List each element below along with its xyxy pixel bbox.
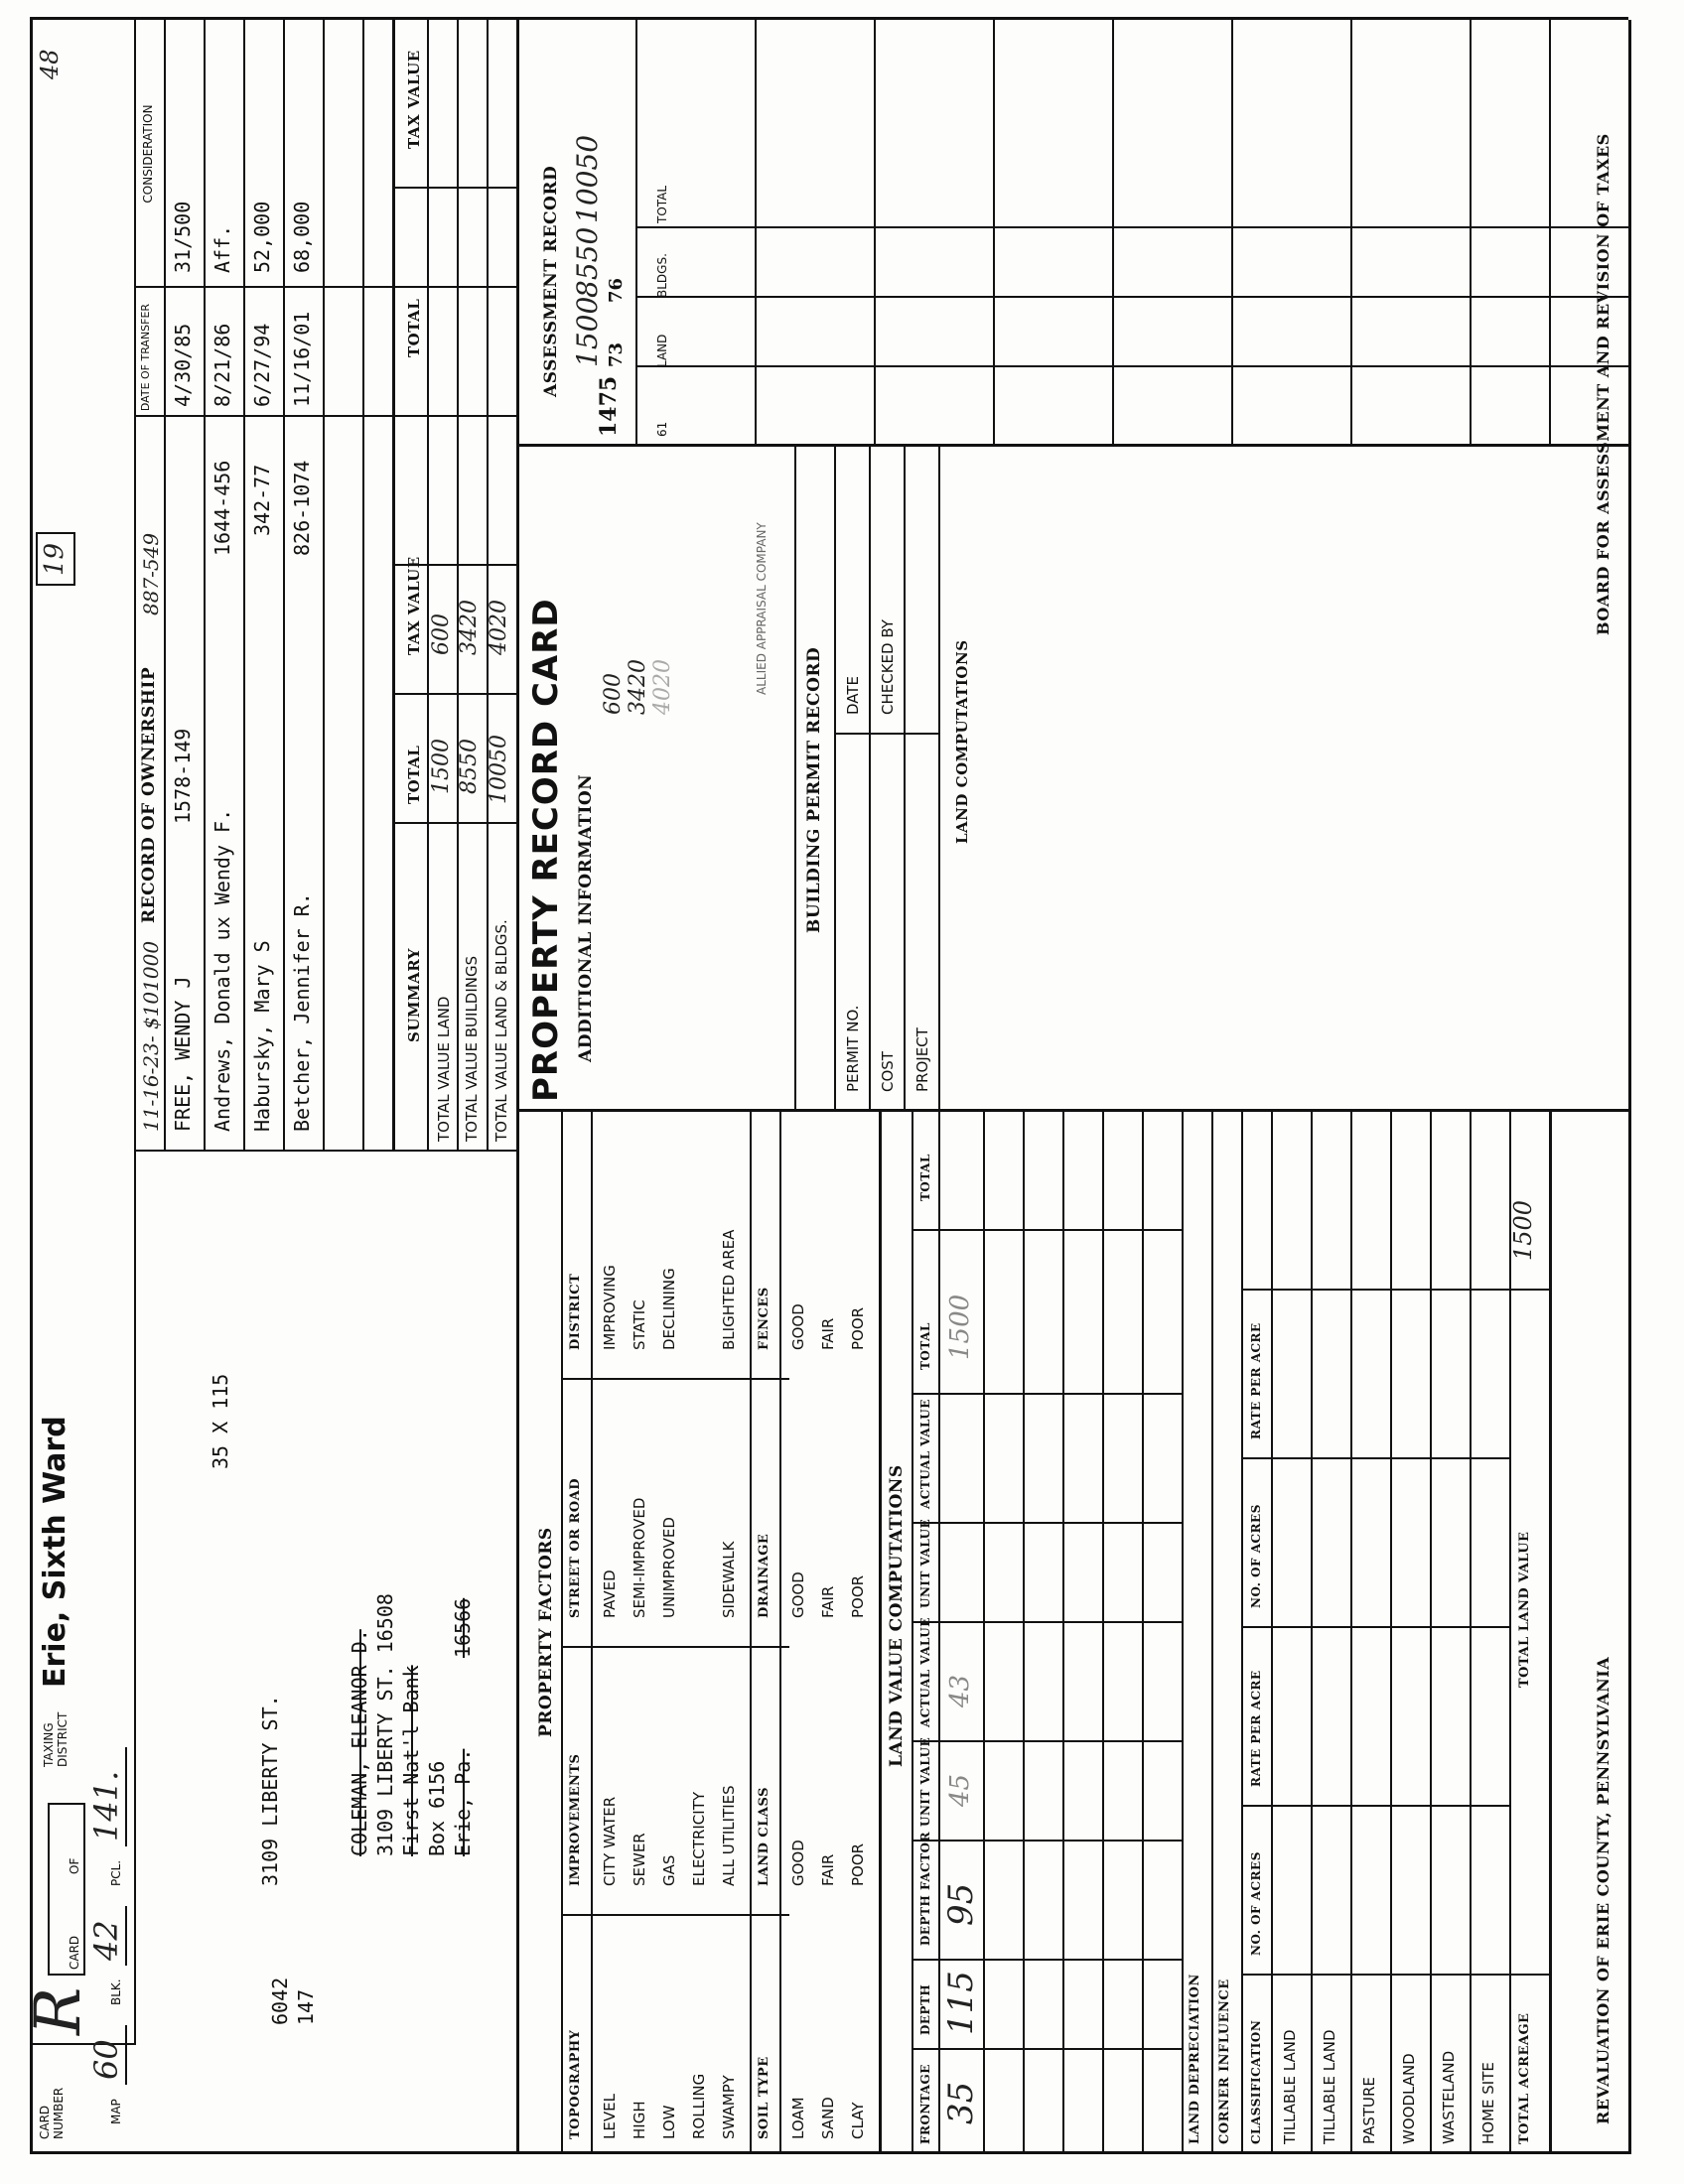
assessment-stamp: 73 — [606, 341, 627, 367]
pcl-label: PCL. — [109, 1859, 123, 1886]
blk-underline — [125, 1906, 127, 1966]
assessment-rule — [993, 20, 995, 447]
assessment-value: 1500 — [571, 296, 604, 367]
acreage-col: RATE PER ACRE — [1249, 1322, 1263, 1439]
assessment-label: BLDGS. — [655, 253, 669, 298]
summary-label: TOTAL VALUE LAND — [435, 996, 453, 1142]
blk-value: 42 — [87, 1920, 125, 1961]
summary-col-rule — [392, 187, 516, 189]
owner-line: 16566 — [451, 1597, 475, 1658]
assessment-rule — [1231, 20, 1233, 447]
parcel-code-2: 147 — [294, 1988, 318, 2025]
assessment-col-rule — [635, 226, 1628, 228]
lv-col-rule — [912, 1229, 1182, 1231]
drainage-item: POOR — [849, 1574, 867, 1618]
pcl-value: 141. — [87, 1770, 125, 1842]
land-value-rule — [1509, 1112, 1511, 2154]
summary-col-tax-2: TAX VALUE — [405, 50, 423, 149]
lv-col-rule — [912, 1840, 1182, 1842]
topography-item: HIGH — [631, 2101, 648, 2139]
summary-tax: 3420 — [457, 600, 482, 655]
parcel-address: 3109 LIBERTY ST. — [258, 1695, 282, 1886]
summary-label: TOTAL VALUE BUILDINGS — [463, 955, 481, 1142]
lv-frontage: 35 — [941, 2081, 981, 2124]
land-value-rule — [1390, 1112, 1392, 2154]
col-consideration: CONSIDERATION — [141, 104, 155, 204]
ownership-handwritten-ref: 887-549 — [139, 532, 163, 615]
land-value-rule — [912, 1112, 913, 2154]
blk-label: BLK. — [109, 1979, 123, 2005]
permit-rule — [938, 447, 940, 1112]
row-rule — [362, 20, 364, 1152]
ownership-deed: 1644-456 — [210, 460, 234, 556]
land-value-title: LAND VALUE COMPUTATIONS — [887, 1464, 907, 1767]
district-item: STATIC — [631, 1299, 648, 1350]
land-value-rule — [1311, 1112, 1313, 2154]
lv-col: UNIT VALUE — [918, 1736, 932, 1827]
assessment-label: TOTAL — [655, 185, 669, 223]
drainage-item: FAIR — [819, 1585, 837, 1618]
acreage-col-rule — [1241, 1289, 1549, 1291]
permit-date-label: DATE — [844, 675, 862, 715]
land-value-rule — [1350, 1112, 1352, 2154]
factors-col-rule — [561, 1646, 789, 1648]
lv-col: TOTAL — [918, 1322, 932, 1370]
lv-total: 1500 — [945, 1294, 975, 1360]
summary-col-total: TOTAL — [405, 745, 423, 804]
land-value-rule — [1102, 1112, 1104, 2154]
header-rule — [134, 20, 136, 2045]
assessment-rule — [1549, 20, 1551, 447]
acreage-col-rule — [1241, 1457, 1509, 1459]
frame-right — [30, 17, 1628, 20]
drainage-item: GOOD — [789, 1571, 807, 1618]
permit-no-label: PERMIT NO. — [844, 1005, 862, 1092]
land-class-item: FAIR — [819, 1853, 837, 1886]
factors-col-rule — [561, 1914, 789, 1916]
permit-rule — [834, 447, 836, 1112]
ownership-left-rule — [134, 1150, 516, 1152]
taxing-district-label: TAXING DISTRICT — [42, 1711, 70, 1767]
factors-rule — [779, 1112, 781, 2154]
lv-unit-value: 45 — [945, 1773, 975, 1807]
boxed-number — [36, 532, 75, 586]
soil-item: LOAM — [789, 2097, 807, 2139]
lv-depth: 115 — [941, 1971, 981, 2035]
ownership-owner: Habursky, Mary S — [250, 940, 274, 1132]
pcl-underline — [125, 1747, 127, 1846]
ownership-header-rule — [164, 20, 166, 1152]
ownership-date: 4/30/85 — [171, 323, 195, 407]
taxing-district: Erie, Sixth Ward — [38, 1416, 72, 1688]
improvements-header: IMPROVEMENTS — [568, 1753, 583, 1886]
ownership-date: 11/16/01 — [290, 311, 314, 407]
ownership-consideration: 68,000 — [290, 201, 314, 273]
additional-hand: 4020 — [650, 659, 675, 715]
summary-col-tax: TAX VALUE — [405, 556, 423, 655]
land-value-rule — [1271, 1112, 1273, 2154]
street-item: SIDEWALK — [720, 1541, 738, 1618]
summary-rule — [487, 20, 489, 1152]
assessment-year-mark: 61 — [655, 421, 669, 437]
permit-top-rule — [794, 447, 796, 1112]
map-underline — [125, 2025, 127, 2085]
lv-actual-value: 43 — [945, 1674, 975, 1707]
drainage-header: DRAINAGE — [757, 1533, 772, 1618]
ownership-owner: Andrews, Donald ux Wendy F. — [210, 808, 234, 1132]
permit-cost-label: COST — [879, 1051, 897, 1092]
assessment-rule — [755, 20, 757, 447]
lv-col-rule — [912, 1621, 1182, 1623]
additional-title: ADDITIONAL INFORMATION — [576, 773, 596, 1062]
permit-project-label: PROJECT — [913, 1027, 931, 1092]
district-header: DISTRICT — [568, 1273, 583, 1350]
summary-tax: 600 — [429, 614, 454, 655]
summary-rule — [457, 20, 459, 1152]
map-label: MAP — [109, 2099, 123, 2124]
corner-influence: CORNER INFLUENCE — [1217, 1979, 1232, 2144]
classification-item: HOME SITE — [1479, 2062, 1497, 2144]
land-class-item: GOOD — [789, 1840, 807, 1886]
col-date-of-transfer: DATE OF TRANSFER — [139, 303, 152, 412]
lv-col-rule — [912, 1522, 1182, 1524]
land-value-rule — [1062, 1112, 1064, 2154]
street-item: UNIMPROVED — [660, 1517, 678, 1618]
row-rule — [204, 20, 206, 1152]
owner-line: Erie, Pa. — [451, 1748, 475, 1856]
summary-col-total-2: TOTAL — [405, 298, 423, 357]
summary-tax: 4020 — [487, 600, 511, 655]
frame-bottom — [1628, 20, 1631, 2154]
ownership-deed: 342-77 — [250, 464, 274, 536]
acreage-col-rule — [1241, 1805, 1509, 1807]
col-rule — [134, 286, 516, 288]
land-value-rule — [1023, 1112, 1025, 2154]
land-value-rule — [1430, 1112, 1432, 2154]
row-rule — [283, 20, 285, 1152]
additional-hand: 3420 — [626, 659, 650, 715]
permit-col-rule — [834, 733, 938, 735]
card-title: PROPERTY RECORD CARD — [526, 598, 566, 1102]
land-class-item: POOR — [849, 1843, 867, 1886]
classification-item: WASTELAND — [1440, 2050, 1458, 2144]
soil-header: SOIL TYPE — [757, 2056, 772, 2139]
land-value-rule — [1182, 1112, 1184, 2154]
lv-col: DEPTH FACTOR — [918, 1831, 932, 1946]
summary-label: TOTAL VALUE LAND & BLDGS. — [492, 919, 510, 1142]
additional-hand: 600 — [601, 673, 626, 715]
frame-left — [30, 2151, 1628, 2154]
parcel-code-1: 6042 — [268, 1977, 292, 2025]
acreage-col: NO. OF ACRES — [1249, 1851, 1263, 1956]
permit-title: BUILDING PERMIT RECORD — [804, 646, 824, 933]
fences-item: POOR — [849, 1306, 867, 1350]
summary-col-rule — [392, 693, 516, 695]
factors-right-rule — [516, 1109, 1628, 1112]
topography-item: LOW — [660, 2105, 678, 2139]
topography-item: SWAMPY — [720, 2075, 738, 2139]
of-label: OF — [68, 1857, 81, 1874]
row-rule — [243, 20, 245, 1152]
summary-col-rule — [392, 564, 516, 566]
ownership-handwritten-prefix: 11-16-23- $101000 — [139, 940, 163, 1132]
lv-col: ACTUAL VALUE — [918, 1399, 932, 1509]
fences-item: FAIR — [819, 1317, 837, 1350]
permit-rule — [869, 447, 871, 1112]
land-value-rule — [1241, 1112, 1243, 2154]
footer-right: BOARD FOR ASSESSMENT AND REVISION OF TAXES — [1594, 133, 1613, 635]
street-header: STREET OR ROAD — [568, 1477, 583, 1618]
fences-header: FENCES — [757, 1287, 772, 1350]
permit-checked-label: CHECKED BY — [879, 619, 897, 715]
land-value-rule — [1470, 1112, 1472, 2154]
street-item: PAVED — [601, 1570, 619, 1618]
acreage-col: RATE PER ACRE — [1249, 1670, 1263, 1787]
topography-item: ROLLING — [690, 2073, 708, 2139]
improvements-item: SEWER — [631, 1833, 648, 1886]
ownership-owner: Betcher, Jennifer R. — [290, 892, 314, 1132]
ownership-consideration: Aff. — [210, 224, 234, 273]
summary-col-rule — [392, 822, 516, 824]
factors-col-rule — [561, 1378, 789, 1380]
improvements-item: ALL UTILITIES — [720, 1785, 738, 1886]
land-value-bottom-rule — [1549, 1112, 1552, 2154]
card-letter: R — [22, 1986, 95, 2035]
ownership-consideration: 31/500 — [171, 201, 195, 273]
owner-line: Box 6156 — [425, 1760, 449, 1856]
boxed-number-value: 19 — [40, 542, 70, 576]
ownership-date: 6/27/94 — [250, 323, 274, 407]
assessment-rule — [1112, 20, 1114, 447]
total-land-value-amount: 1500 — [1509, 1199, 1537, 1261]
permit-rule — [904, 447, 906, 1112]
assessment-col-rule — [635, 296, 1628, 298]
lv-col-rule — [912, 1959, 1182, 1961]
improvements-item: CITY WATER — [601, 1796, 619, 1886]
assessment-rule — [635, 20, 637, 447]
ownership-owner: FREE, WENDY J — [171, 976, 195, 1132]
map-value: 60 — [87, 2039, 125, 2080]
card-number-label: CARD NUMBER — [38, 2087, 66, 2139]
classification-item: TILLABLE LAND — [1321, 2029, 1338, 2144]
land-value-rule — [938, 1112, 940, 2154]
topography-header: TOPOGRAPHY — [568, 2029, 583, 2139]
footer-left: REVALUATION OF ERIE COUNTY, PENNSYLVANIA — [1594, 1656, 1613, 2124]
acreage-col: NO. OF ACRES — [1249, 1504, 1263, 1608]
classification-item: PASTURE — [1360, 2077, 1378, 2144]
soil-item: SAND — [819, 2097, 837, 2139]
land-depreciation: LAND DEPRECIATION — [1188, 1974, 1202, 2144]
section-rule — [516, 20, 519, 2154]
ownership-consideration: 52,000 — [250, 201, 274, 273]
assessment-col-rule — [635, 365, 1628, 367]
lv-col: DEPTH — [918, 1983, 932, 2035]
lv-depth-factor: 95 — [941, 1882, 981, 1926]
district-item: IMPROVING — [601, 1265, 619, 1350]
lv-col-rule — [912, 2048, 1182, 2050]
acreage-col-rule — [1241, 1626, 1509, 1628]
assessment-stamp: 1475 — [596, 375, 622, 437]
lv-col: UNIT VALUE — [918, 1518, 932, 1608]
district-item: DECLINING — [660, 1268, 678, 1350]
fences-item: GOOD — [789, 1303, 807, 1350]
land-value-rule — [983, 1112, 985, 2154]
assessment-stamp: 76 — [606, 277, 627, 303]
summary-top-rule — [392, 20, 395, 1152]
factors-rule — [591, 1112, 593, 2154]
improvements-item: ELECTRICITY — [690, 1791, 708, 1886]
soil-item: CLAY — [849, 2102, 867, 2139]
land-value-rule — [1211, 1112, 1213, 2154]
summary-total: 8550 — [457, 739, 482, 794]
assessment-rule — [1350, 20, 1352, 447]
card-label: CARD — [68, 1935, 81, 1970]
acreage-col: CLASSIFICATION — [1249, 2019, 1263, 2144]
lv-col: FRONTAGE — [918, 2064, 932, 2144]
improvements-item: GAS — [660, 1854, 678, 1886]
district-item: BLIGHTED AREA — [720, 1229, 738, 1350]
col-rule — [134, 415, 516, 417]
assessment-value: 8550 — [571, 226, 604, 298]
ownership-deed: 1578-149 — [171, 728, 195, 824]
factors-rule — [561, 1112, 563, 2154]
summary-title: SUMMARY — [405, 948, 423, 1042]
topography-item: LEVEL — [601, 2094, 619, 2139]
factors-bottom-rule — [879, 1112, 882, 2154]
total-land-value: TOTAL LAND VALUE — [1517, 1531, 1532, 1688]
card-box — [48, 1803, 85, 1976]
lv-col-rule — [912, 1740, 1182, 1742]
ownership-date: 8/21/86 — [210, 323, 234, 407]
summary-total: 1500 — [429, 739, 454, 794]
lv-col: TOTAL — [918, 1154, 932, 1201]
summary-total: 10050 — [487, 735, 511, 804]
parcel-dimensions: 35 X 115 — [209, 1373, 232, 1469]
frame-top — [30, 20, 33, 2154]
land-computations-label: LAND COMPUTATIONS — [953, 639, 971, 844]
classification-item: TILLABLE LAND — [1281, 2029, 1299, 2144]
lv-col-rule — [912, 1393, 1182, 1395]
factors-title: PROPERTY FACTORS — [536, 1527, 556, 1737]
factors-rule — [750, 1112, 752, 2154]
owner-line: First Nat'l Bank — [399, 1665, 423, 1856]
lv-col: ACTUAL VALUE — [918, 1617, 932, 1727]
ownership-title: RECORD OF OWNERSHIP — [139, 666, 159, 923]
assessment-label: LAND — [655, 334, 669, 367]
owner-line: COLEMAN, ELEANOR D. — [348, 1629, 371, 1856]
land-value-rule — [1142, 1112, 1144, 2154]
ownership-deed: 826-1074 — [290, 460, 314, 556]
assessment-title: ASSESSMENT RECORD — [541, 165, 561, 397]
summary-rule — [427, 20, 429, 1152]
assessment-value: 10050 — [571, 134, 604, 223]
page-number: 48 — [36, 49, 64, 79]
row-rule — [323, 20, 325, 1152]
land-class-header: LAND CLASS — [757, 1787, 772, 1886]
street-item: SEMI-IMPROVED — [631, 1497, 648, 1618]
classification-item: WOODLAND — [1400, 2053, 1418, 2144]
assessment-rule — [1470, 20, 1472, 447]
assessment-rule — [874, 20, 876, 447]
allied-company: ALLIED APPRAISAL COMPANY — [755, 522, 769, 695]
owner-line: 3109 LIBERTY ST. 16508 — [373, 1593, 397, 1856]
acreage-col-rule — [1241, 1974, 1549, 1976]
assessment-left-rule — [516, 444, 1628, 447]
total-acreage: TOTAL ACREAGE — [1517, 2012, 1532, 2144]
